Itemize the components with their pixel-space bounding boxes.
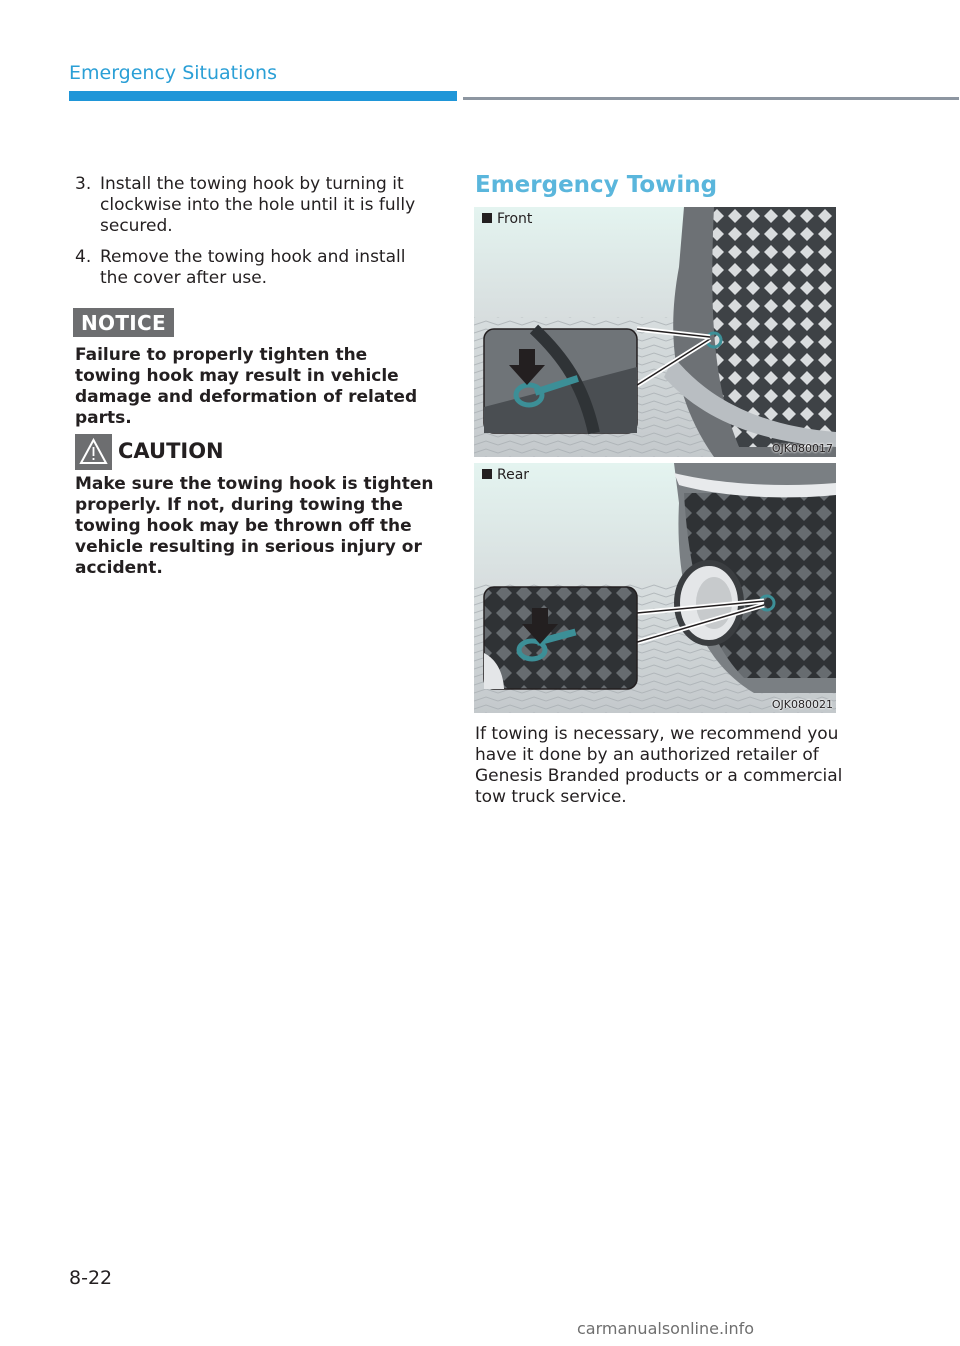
caution-text: Make sure the towing hook is tighten properly. If not, during towing the towing hook may be thrown off the vehicle resulting in serious injury or accident. <box>75 474 434 578</box>
step-item <box>75 174 435 237</box>
notice-label: NOTICE <box>73 308 174 337</box>
header-title: Emergency Situations <box>69 62 277 84</box>
bullet-square-icon <box>482 469 492 479</box>
figure-label-text: Front <box>497 211 533 227</box>
front-bumper-illustration <box>474 207 836 457</box>
step-number: 3. <box>75 174 92 194</box>
step-number: 4. <box>75 247 92 267</box>
step-text: Remove the towing hook and install the cover after use. <box>100 247 406 288</box>
rear-bumper-illustration <box>474 463 836 713</box>
figure-code: OJK080021 <box>771 698 833 711</box>
caution-label: CAUTION <box>118 439 224 463</box>
step-item <box>75 247 435 289</box>
step-list <box>75 174 435 299</box>
figure-code: OJK080017 <box>771 442 833 455</box>
warning-triangle-icon <box>75 434 112 470</box>
towing-body-text: If towing is necessary, we recommend you have it done by an authorized retailer of Genesis Branded products or a commercial tow truck service. <box>475 724 843 807</box>
figure-rear <box>474 463 836 713</box>
notice-text: Failure to properly tighten the towing hook may result in vehicle damage and deformation of related parts. <box>75 345 418 428</box>
figure-label-text: Rear <box>497 467 530 483</box>
figure-label <box>482 467 529 483</box>
watermark-text: carmanualsonline.info <box>577 1319 755 1338</box>
page-number: 8-22 <box>69 1267 113 1289</box>
section-title: Emergency Towing <box>475 172 718 198</box>
bullet-square-icon <box>482 213 492 223</box>
header-rule-blue <box>69 91 457 101</box>
header-rule-gray <box>463 97 959 100</box>
figure-front <box>474 207 836 457</box>
step-text: Install the towing hook by turning it clockwise into the hole until it is fully secured. <box>100 174 416 236</box>
figure-label <box>482 211 532 227</box>
